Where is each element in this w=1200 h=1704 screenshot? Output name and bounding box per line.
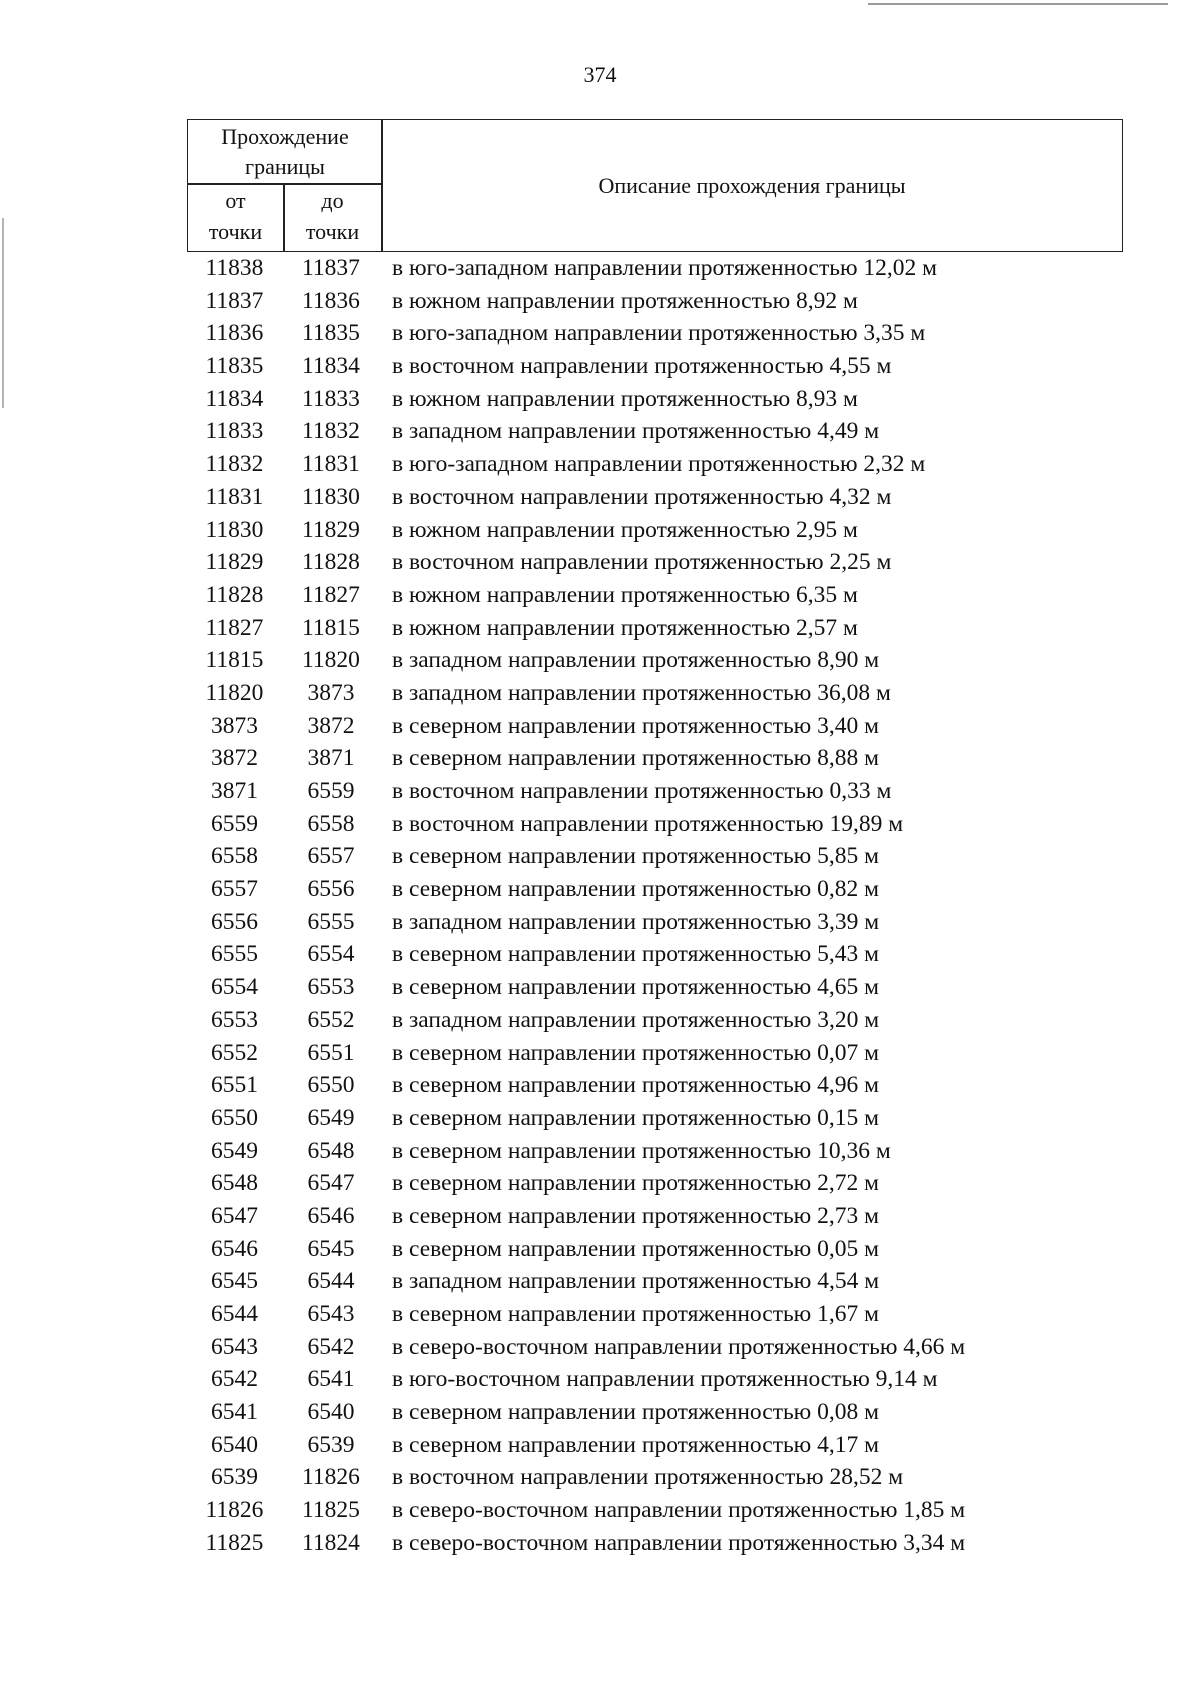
boundary-description: в северном направлении протяженностью 4,96 м xyxy=(392,1072,879,1099)
table-row xyxy=(187,1298,1123,1331)
from-point: 11827 xyxy=(205,614,264,641)
to-point: 11815 xyxy=(302,614,360,641)
from-point: 11830 xyxy=(205,516,264,543)
to-point: 11837 xyxy=(302,255,360,281)
table-row xyxy=(187,1363,1123,1396)
from-point: 6553 xyxy=(211,1006,258,1033)
to-point: 6553 xyxy=(307,974,355,1001)
to-point: 6558 xyxy=(307,810,355,837)
boundary-description: в южном направлении протяженностью 2,95 м xyxy=(392,516,858,543)
boundary-description: в восточном направлении протяженностью 2,25 м xyxy=(392,549,892,576)
boundary-description: в западном направлении протяженностью 8,90 м xyxy=(392,647,880,674)
from-point: 6557 xyxy=(211,876,258,903)
from-point: 6551 xyxy=(211,1072,258,1099)
table-row xyxy=(187,1233,1123,1266)
scan-artifact-top xyxy=(868,3,1168,5)
to-point: 6541 xyxy=(307,1366,355,1393)
to-point: 11820 xyxy=(302,647,360,674)
boundary-description: в северо-восточном направлении протяженностью 1,85 м xyxy=(392,1497,966,1524)
table-row xyxy=(187,677,1123,710)
to-point: 11835 xyxy=(302,320,360,347)
from-point: 11820 xyxy=(205,679,264,706)
from-point: 11838 xyxy=(205,255,264,281)
table-row xyxy=(187,1004,1123,1037)
from-point: 6555 xyxy=(211,941,258,968)
from-point: 6556 xyxy=(211,908,258,935)
boundary-description: в северном направлении протяженностью 5,43 м xyxy=(392,941,879,968)
from-point: 6550 xyxy=(211,1104,258,1131)
from-point: 3872 xyxy=(211,745,258,772)
table-row xyxy=(187,1461,1123,1494)
table-row xyxy=(187,840,1123,873)
boundary-description: в северном направлении протяженностью 0,05 м xyxy=(392,1235,879,1262)
boundary-description: в западном направлении протяженностью 36,08 м xyxy=(392,679,891,706)
from-point: 3873 xyxy=(211,712,258,739)
from-point: 11837 xyxy=(205,287,264,314)
from-point: 6544 xyxy=(211,1301,258,1327)
table-row xyxy=(187,1527,1123,1560)
to-point: 6557 xyxy=(307,843,355,870)
boundary-description: в южном направлении протяженностью 2,57 м xyxy=(392,614,858,641)
header-to-label-2: точки xyxy=(305,219,360,244)
from-point: 6554 xyxy=(211,974,258,1001)
from-point: 6547 xyxy=(211,1202,258,1229)
table-row xyxy=(187,873,1123,906)
table-row xyxy=(187,546,1123,579)
table-row xyxy=(187,1265,1123,1298)
to-point: 6539 xyxy=(307,1431,355,1458)
boundary-description: в юго-западном направлении протяженностью 12,02 м xyxy=(392,255,937,281)
from-point: 6548 xyxy=(211,1170,258,1197)
from-point: 6552 xyxy=(211,1039,258,1066)
to-point: 6548 xyxy=(307,1137,355,1164)
table-row xyxy=(187,1429,1123,1462)
from-point: 6549 xyxy=(211,1137,258,1164)
to-point: 6545 xyxy=(307,1235,355,1262)
table-row xyxy=(187,1037,1123,1070)
to-point: 6559 xyxy=(307,778,355,804)
from-point: 6540 xyxy=(211,1431,258,1458)
boundary-description: в северном направлении протяженностью 1,67 м xyxy=(392,1301,879,1327)
table-row xyxy=(187,808,1123,841)
table-row xyxy=(187,938,1123,971)
boundary-description: в южном направлении протяженностью 8,92 м xyxy=(392,287,858,314)
to-point: 6554 xyxy=(307,941,355,968)
from-point: 11815 xyxy=(205,647,264,674)
to-point: 11832 xyxy=(302,418,360,445)
to-point: 11828 xyxy=(302,549,360,576)
boundary-description: в восточном направлении протяженностью 19,89 м xyxy=(392,810,904,837)
to-point: 6550 xyxy=(307,1072,355,1099)
boundary-description: в северном направлении протяженностью 4,17 м xyxy=(392,1431,879,1458)
to-point: 11831 xyxy=(302,451,360,478)
table-row xyxy=(187,252,1123,285)
boundary-description: в западном направлении протяженностью 4,49 м xyxy=(392,418,880,445)
boundary-description: в северном направлении протяженностью 2,72 м xyxy=(392,1170,879,1197)
table-row xyxy=(187,644,1123,677)
boundary-description: в северном направлении протяженностью 0,82 м xyxy=(392,876,879,903)
to-point: 6542 xyxy=(307,1333,355,1360)
to-point: 6543 xyxy=(307,1301,355,1327)
from-point: 6559 xyxy=(211,810,258,837)
table-row xyxy=(187,514,1123,547)
from-point: 11834 xyxy=(205,385,264,412)
from-point: 11825 xyxy=(205,1529,264,1556)
from-point: 11836 xyxy=(205,320,264,347)
from-point: 6539 xyxy=(211,1464,258,1491)
table-row xyxy=(187,775,1123,808)
header-group-label: Прохождение границы xyxy=(221,124,349,179)
from-point: 6542 xyxy=(211,1366,258,1393)
boundary-description: в северном направлении протяженностью 0,08 м xyxy=(392,1399,879,1426)
to-point: 6544 xyxy=(307,1268,355,1295)
to-point: 6549 xyxy=(307,1104,355,1131)
boundary-description: в западном направлении протяженностью 4,54 м xyxy=(392,1268,880,1295)
table-row xyxy=(187,317,1123,350)
to-point: 11827 xyxy=(302,581,360,608)
from-point: 3871 xyxy=(211,778,258,804)
header-from-label-1: от xyxy=(225,188,246,213)
boundary-description: в восточном направлении протяженностью 0,33 м xyxy=(392,778,892,804)
to-point: 3873 xyxy=(307,679,355,706)
boundary-description: в восточном направлении протяженностью 4,55 м xyxy=(392,353,892,380)
table-row xyxy=(187,1167,1123,1200)
table-row xyxy=(187,1200,1123,1233)
to-point: 11836 xyxy=(302,287,360,314)
from-point: 11829 xyxy=(205,549,264,576)
to-point: 11826 xyxy=(302,1464,360,1491)
table-row xyxy=(187,1396,1123,1429)
to-point: 11825 xyxy=(302,1497,360,1524)
to-point: 11830 xyxy=(302,483,360,510)
table-row xyxy=(187,448,1123,481)
table-row xyxy=(187,612,1123,645)
header-to-label-1: до xyxy=(321,188,344,213)
table-row xyxy=(187,579,1123,612)
from-point: 11833 xyxy=(205,418,264,445)
table-row xyxy=(187,383,1123,416)
to-point: 6540 xyxy=(307,1399,355,1426)
boundary-description: в юго-восточном направлении протяженностью 9,14 м xyxy=(392,1366,938,1393)
table-row xyxy=(187,285,1123,318)
from-point: 11832 xyxy=(205,451,264,478)
table-body xyxy=(187,252,1123,1560)
to-point: 6551 xyxy=(307,1039,355,1066)
scan-artifact-left xyxy=(2,218,4,408)
boundary-description: в северном направлении протяженностью 8,88 м xyxy=(392,745,879,772)
table-row xyxy=(187,1135,1123,1168)
to-point: 11824 xyxy=(302,1529,360,1556)
boundary-description: в западном направлении протяженностью 3,20 м xyxy=(392,1006,880,1033)
boundary-description: в восточном направлении протяженностью 4,32 м xyxy=(392,483,892,510)
boundary-description: в южном направлении протяженностью 6,35 м xyxy=(392,581,858,608)
table-row xyxy=(187,1331,1123,1364)
boundary-description: в юго-западном направлении протяженностью 2,32 м xyxy=(392,451,926,478)
to-point: 3871 xyxy=(307,745,355,772)
to-point: 11834 xyxy=(302,353,360,380)
header-description-label: Описание прохождения границы xyxy=(598,173,906,198)
from-point: 6558 xyxy=(211,843,258,870)
from-point: 6545 xyxy=(211,1268,258,1295)
boundary-description: в северном направлении протяженностью 10,36 м xyxy=(392,1137,891,1164)
to-point: 6546 xyxy=(307,1202,355,1229)
header-from-label-2: точки xyxy=(208,219,263,244)
table-row xyxy=(187,415,1123,448)
boundary-description: в восточном направлении протяженностью 28,52 м xyxy=(392,1464,904,1491)
from-point: 6546 xyxy=(211,1235,258,1262)
to-point: 11833 xyxy=(302,385,360,412)
table-row xyxy=(187,1494,1123,1527)
from-point: 6543 xyxy=(211,1333,258,1360)
from-point: 11835 xyxy=(205,353,264,380)
from-point: 6541 xyxy=(211,1399,258,1426)
table-row xyxy=(187,710,1123,743)
table-row xyxy=(187,481,1123,514)
boundary-description: в северном направлении протяженностью 5,85 м xyxy=(392,843,879,870)
from-point: 11828 xyxy=(205,581,264,608)
boundary-description: в северном направлении протяженностью 2,73 м xyxy=(392,1202,879,1229)
boundary-description: в северном направлении протяженностью 0,15 м xyxy=(392,1104,879,1131)
to-point: 11829 xyxy=(302,516,360,543)
header-divider-group xyxy=(188,183,382,185)
to-point: 6552 xyxy=(307,1006,355,1033)
boundary-description: в северном направлении протяженностью 4,65 м xyxy=(392,974,879,1001)
page-number: 374 xyxy=(583,62,617,87)
from-point: 11826 xyxy=(205,1497,264,1524)
table-row xyxy=(187,906,1123,939)
table-row xyxy=(187,1069,1123,1102)
boundary-description: в северо-восточном направлении протяженностью 4,66 м xyxy=(392,1333,966,1360)
boundary-description: в северном направлении протяженностью 0,07 м xyxy=(392,1039,879,1066)
from-point: 11831 xyxy=(205,483,264,510)
table-row xyxy=(187,1102,1123,1135)
to-point: 3872 xyxy=(307,712,355,739)
table-row xyxy=(187,350,1123,383)
boundary-description: в северном направлении протяженностью 3,40 м xyxy=(392,712,879,739)
table-header xyxy=(187,119,1123,252)
boundary-description: в южном направлении протяженностью 8,93 м xyxy=(392,385,858,412)
boundary-description: в юго-западном направлении протяженностью 3,35 м xyxy=(392,320,926,347)
to-point: 6556 xyxy=(307,876,355,903)
boundary-description: в северо-восточном направлении протяженностью 3,34 м xyxy=(392,1529,966,1556)
table-row xyxy=(187,971,1123,1004)
table-row xyxy=(187,742,1123,775)
to-point: 6547 xyxy=(307,1170,355,1197)
boundary-description: в западном направлении протяженностью 3,39 м xyxy=(392,908,880,935)
to-point: 6555 xyxy=(307,908,355,935)
